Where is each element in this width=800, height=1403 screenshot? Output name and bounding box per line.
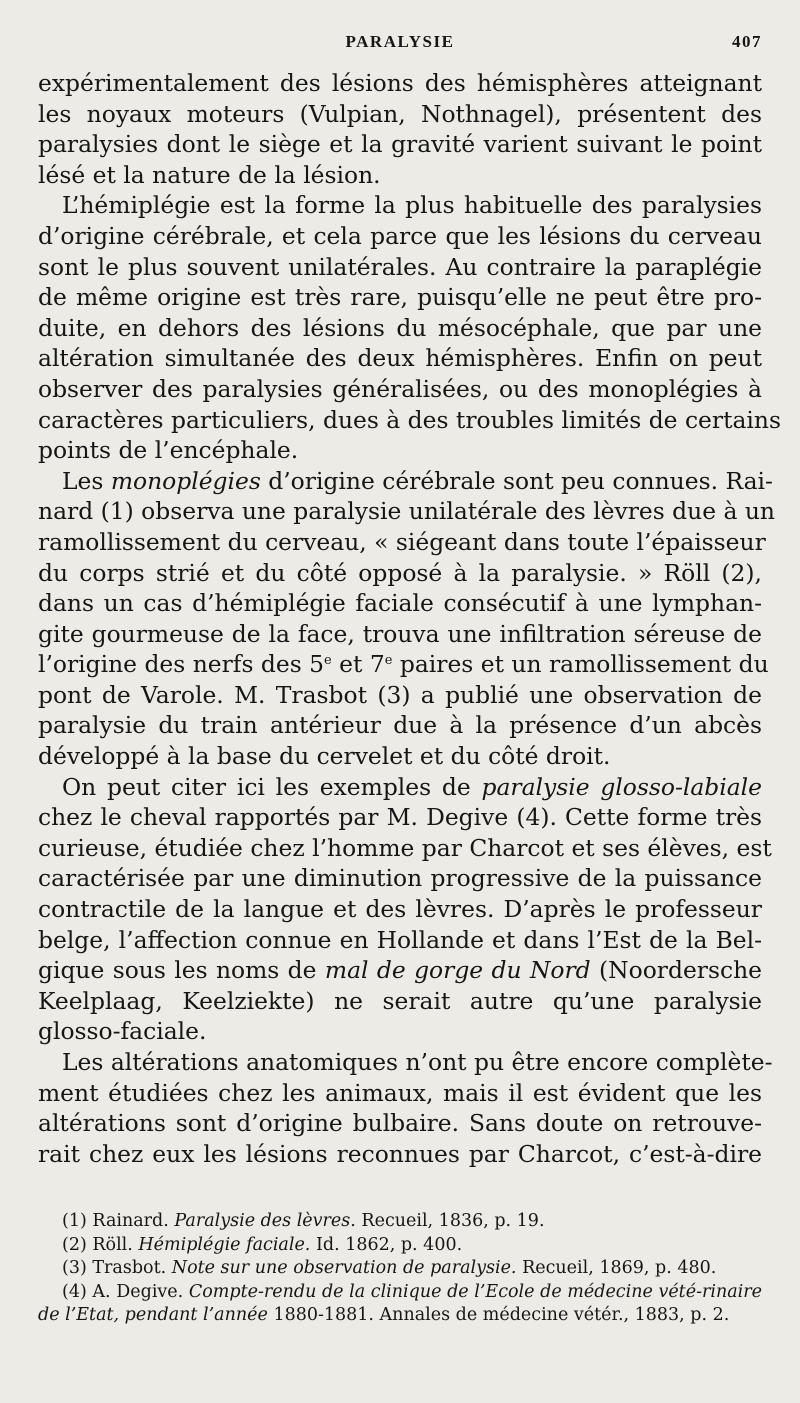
text-run: (Noordersche — [590, 956, 762, 985]
text-line: contractile de la langue et des lèvres. D’après le professeur — [38, 895, 762, 924]
text-line — [38, 772, 762, 803]
footnote-source: Recueil, 1869, p. 480. — [522, 1258, 717, 1278]
text-line: paralysies dont le siège et la gravité varient suivant le point — [38, 130, 762, 159]
running-header — [38, 32, 762, 56]
text-line: développé à la base du cervelet et du côté droit. — [38, 742, 611, 771]
text-line: curieuse, étudiée chez l’homme par Charcot et ses élèves, est — [38, 833, 772, 862]
text-run: Les — [62, 466, 111, 495]
footnote — [38, 1210, 762, 1234]
text-line: caractérisée par une diminution progressive de la puissance — [38, 864, 762, 893]
text-line: altération simultanée des deux hémisphères. Enfin on peut — [38, 344, 762, 373]
text-line: L’hémiplégie est la forme la plus habituelle des paralysies — [62, 191, 762, 220]
text-line: points de l’encéphale. — [38, 436, 299, 465]
text-line: belge, l’affection connue en Hollande et dans l’Est de la Bel- — [38, 925, 762, 954]
footnote-number: (1) — [62, 1211, 87, 1231]
text-line: d’origine cérébrale, et cela parce que les lésions du cerveau — [38, 221, 762, 250]
page-body — [38, 68, 781, 1169]
text-line: Keelplaag, Keelziekte) ne serait autre qu’une paralysie — [38, 986, 762, 1015]
footnote — [38, 1257, 762, 1281]
text-run: et 7 — [331, 650, 385, 679]
superscript: e — [384, 653, 393, 669]
text-line: dans un cas d’hémiplégie faciale consécutif à une lymphan- — [38, 589, 762, 618]
footnote-number: (4) — [62, 1281, 87, 1302]
text-line: duite, en dehors des lésions du mésocéphale, que par une — [38, 313, 762, 342]
footnote-source: Id. 1862, p. 400. — [315, 1234, 463, 1255]
footnote-title: Compte-rendu de la clinique de l’Ecole de médecine vété-rinaire de l’Etat, pendant l’année — [38, 1281, 762, 1325]
paragraph-3 — [38, 466, 775, 772]
paragraph-4 — [38, 772, 772, 1047]
text-line: lésé et la nature de la lésion. — [38, 160, 381, 189]
text-run: gique sous les noms de — [38, 956, 325, 985]
running-title: PARALYSIE — [345, 32, 455, 51]
text-line: nard (1) observa une paralysie unilatérale des lèvres due à un — [38, 497, 775, 526]
text-line — [38, 955, 762, 986]
text-line: observer des paralysies généralisées, ou des monoplégies à — [38, 374, 762, 403]
text-line: caractères particuliers, dues à des troubles limités de certains — [38, 405, 781, 434]
text-line: du corps strié et du côté opposé à la paralysie. » Röll (2), — [38, 558, 762, 587]
text-line: altérations sont d’origine bulbaire. Sans doute on retrouve- — [38, 1109, 762, 1138]
text-line: les noyaux moteurs (Vulpian, Nothnagel), présentent des — [38, 99, 762, 128]
footnote-source: 1880-1881. Annales de médecine vétér., 1883, p. 2. — [273, 1305, 730, 1325]
text-run: paires et un ramollissement du — [392, 650, 769, 679]
text-run: d’origine cérébrale sont peu connues. Rai- — [260, 466, 773, 495]
text-line: de même origine est très rare, puisqu’elle ne peut être pro- — [38, 283, 762, 312]
text-line — [38, 466, 773, 497]
superscript: e — [324, 653, 332, 669]
footnote-title: Note sur une observation de paralysie. — [171, 1258, 517, 1278]
text-line: ment étudiées chez les animaux, mais il est évident que les — [38, 1078, 762, 1107]
footnote — [38, 1281, 762, 1328]
footnote-number: (2) — [62, 1234, 87, 1255]
paragraph-2 — [38, 190, 781, 465]
text-line: Les altérations anatomiques n’ont pu être encore complète- — [62, 1048, 773, 1076]
footnote-number: (3) — [62, 1258, 87, 1278]
footnote-author: Rainard. — [92, 1211, 169, 1231]
italic-term: monoplégies — [110, 466, 261, 495]
text-run: On peut citer ici les exemples de — [62, 772, 482, 801]
text-line: gite gourmeuse de la face, trouva une infiltration séreuse de — [38, 619, 762, 648]
text-run: l’origine des nerfs des 5 — [38, 650, 325, 679]
footnote-author: A. Degive. — [92, 1281, 184, 1302]
text-line: sont le plus souvent unilatérales. Au contraire la paraplégie — [38, 252, 762, 281]
text-line: paralysie du train antérieur due à la présence d’un abcès — [38, 711, 762, 740]
paragraph-5 — [38, 1047, 773, 1169]
footnotes — [38, 1210, 762, 1328]
text-line: chez le cheval rapportés par M. Degive (4). Cette forme très — [38, 803, 762, 832]
text-line: pont de Varole. M. Trasbot (3) a publié une observation de — [38, 680, 762, 709]
footnote-author: Trasbot. — [92, 1258, 167, 1278]
italic-term: paralysie glosso-labiale — [481, 772, 762, 801]
footnote-title: Hémiplégie faciale. — [138, 1234, 311, 1255]
paragraph-1 — [38, 68, 762, 190]
text-line: glosso-faciale. — [38, 1017, 207, 1046]
text-line: expérimentalement des lésions des hémisphères atteignant — [38, 69, 762, 97]
footnote-author: Röll. — [92, 1234, 133, 1255]
text-line — [38, 649, 769, 680]
page-number: 407 — [732, 32, 762, 51]
italic-term: mal de gorge du Nord — [324, 956, 591, 985]
text-line: ramollissement du cerveau, « siégeant dans toute l’épaisseur — [38, 527, 766, 556]
footnote-source: Recueil, 1836, p. 19. — [361, 1211, 545, 1231]
text-line: rait chez eux les lésions reconnues par Charcot, c’est-à-dire — [38, 1139, 762, 1168]
footnote-title: Paralysie des lèvres. — [174, 1211, 356, 1231]
footnote — [38, 1234, 762, 1258]
